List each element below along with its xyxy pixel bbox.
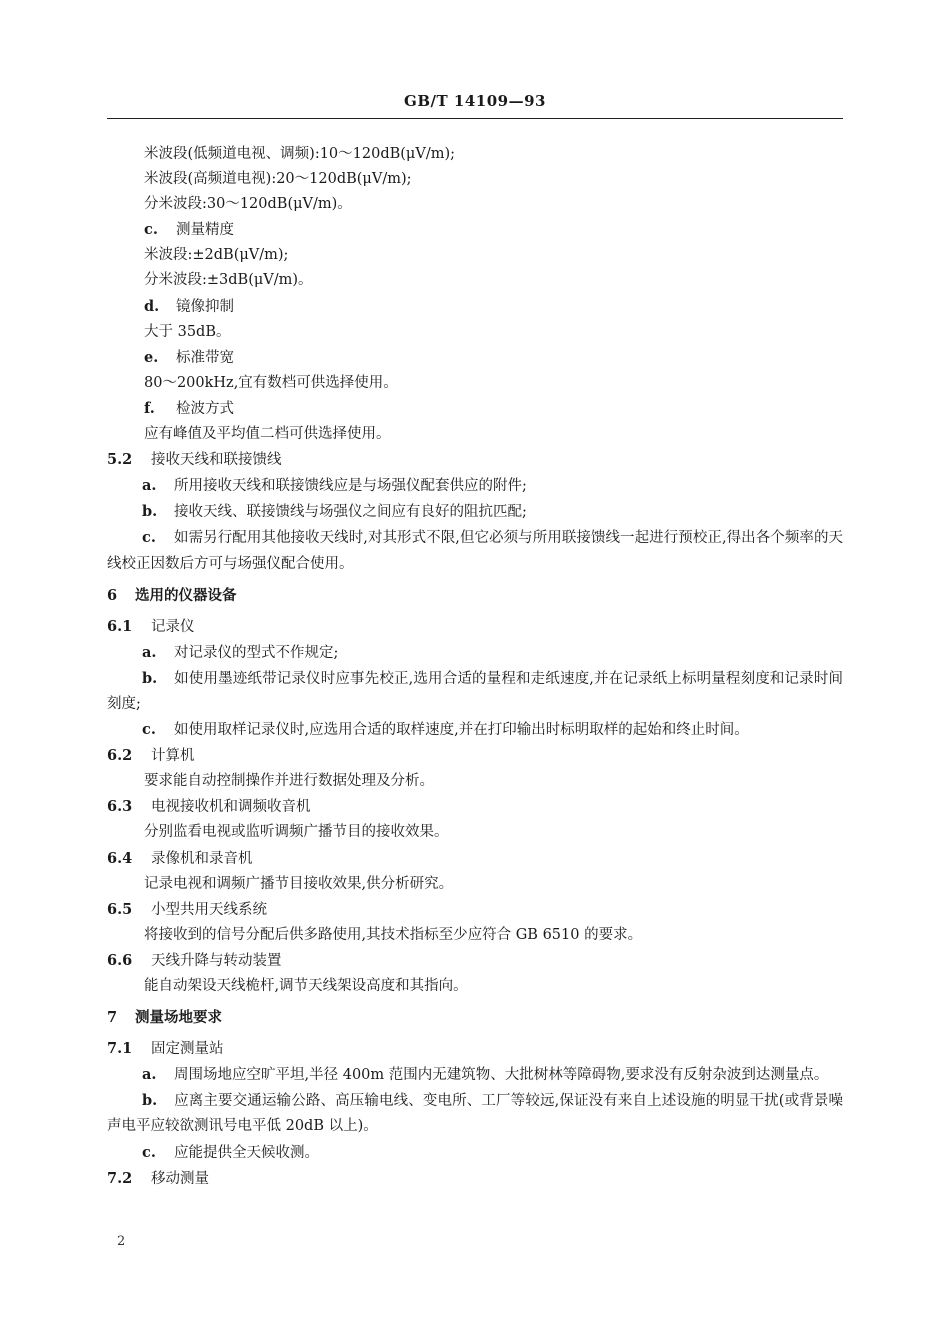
item-label: e. (144, 348, 159, 366)
heading-number: 7.2 (107, 1169, 133, 1187)
body-line: 分米波段:±3dB(μV/m)。 (144, 272, 313, 289)
subsection-heading (107, 614, 843, 640)
body-line: 应有峰值及平均值二档可供选择使用。 (144, 426, 391, 443)
list-paragraph (107, 473, 843, 499)
subsection-heading (107, 897, 843, 923)
subsection-heading (107, 846, 843, 872)
header-rule (107, 118, 843, 119)
heading-number: 6.5 (107, 900, 133, 918)
body-line: 米波段(低频道电视、调频):10～120dB(μV/m); (144, 146, 455, 162)
list-paragraph (107, 717, 843, 743)
item-text: 应能提供全天候收测。 (174, 1144, 319, 1161)
list-paragraph (107, 1140, 843, 1166)
heading-number: 5.2 (107, 451, 133, 469)
body-line: 要求能自动控制操作并进行数据处理及分析。 (144, 773, 434, 790)
page-header: GB/T 14109—93 (404, 92, 546, 110)
body-line: 将接收到的信号分配后供多路使用,其技术指标至少应符合 GB 6510 的要求。 (144, 926, 643, 943)
item-label: c. (144, 221, 158, 239)
item-text: 测量精度 (176, 222, 234, 239)
subsection-heading (107, 794, 843, 820)
item-text: 所用接收天线和联接馈线应是与场强仪配套供应的附件; (174, 478, 527, 495)
heading-number: 6.6 (107, 951, 133, 969)
heading-text: 固定测量站 (151, 1041, 224, 1058)
item-text: 如使用墨迹纸带记录仪时应事先校正,选用合适的量程和走纸速度,并在记录纸上标明量程刻度和记录时间刻度; (107, 670, 843, 712)
item-label: c. (142, 721, 156, 739)
item-label: d. (144, 297, 160, 315)
list-item-heading (107, 345, 843, 371)
item-text: 检波方式 (176, 400, 234, 417)
body-line: 记录电视和调频广播节目接收效果,供分析研究。 (144, 875, 454, 892)
heading-text: 选用的仪器设备 (135, 586, 237, 604)
list-item-heading (107, 396, 843, 422)
heading-number: 6.4 (107, 849, 133, 867)
item-label: c. (142, 529, 156, 547)
item-text: 对记录仪的型式不作规定; (174, 644, 339, 661)
item-text: 如需另行配用其他接收天线时,对其形式不限,但它必须与所用联接馈线一起进行预校正,得出各个频率的天线校正因数后方可与场强仪配合使用。 (107, 530, 843, 572)
heading-text: 测量场地要求 (135, 1009, 222, 1027)
list-paragraph (107, 499, 843, 525)
list-paragraph (107, 640, 843, 666)
list-item-heading (107, 217, 843, 243)
item-text: 标准带宽 (176, 349, 234, 366)
item-label: f. (144, 399, 155, 417)
item-label: b. (142, 503, 158, 521)
subsection-heading (107, 447, 843, 473)
body-line: 大于 35dB。 (144, 323, 231, 340)
heading-number: 7.1 (107, 1040, 133, 1058)
section-heading (107, 583, 843, 608)
list-paragraph (107, 1062, 843, 1088)
body-line: 分米波段:30～120dB(μV/m)。 (144, 196, 352, 213)
item-text: 镜像抑制 (176, 298, 234, 315)
subsection-heading (107, 743, 843, 769)
heading-text: 记录仪 (151, 618, 195, 635)
item-label: b. (142, 669, 158, 687)
heading-text: 计算机 (151, 748, 195, 765)
heading-text: 录像机和录音机 (151, 850, 253, 867)
heading-number: 6.1 (107, 617, 133, 635)
heading-number: 6 (107, 586, 118, 604)
document-body (107, 142, 843, 1192)
item-text: 周围场地应空旷平坦,半径 400m 范围内无建筑物、大批树林等障碍物,要求没有反射杂波到达测量点。 (174, 1067, 829, 1084)
heading-text: 电视接收机和调频收音机 (151, 799, 311, 816)
body-line: 分别监看电视或监听调频广播节目的接收效果。 (144, 824, 449, 841)
heading-number: 6.2 (107, 747, 133, 765)
heading-text: 移动测量 (151, 1170, 209, 1187)
item-text: 应离主要交通运输公路、高压输电线、变电所、工厂等较远,保证没有来自上述设施的明显干扰(或背景噪声电平应较欲测讯号电平低 20dB 以上)。 (107, 1093, 843, 1135)
list-item-heading (107, 294, 843, 320)
item-label: a. (142, 477, 157, 495)
subsection-heading (107, 948, 843, 974)
heading-text: 接收天线和联接馈线 (151, 452, 282, 469)
list-paragraph (107, 666, 843, 717)
item-label: b. (142, 1092, 158, 1110)
body-line: 80～200kHz,宜有数档可供选择使用。 (144, 374, 398, 391)
heading-text: 天线升降与转动装置 (151, 952, 282, 969)
heading-number: 7 (107, 1009, 118, 1027)
body-line: 米波段(高频道电视):20～120dB(μV/m); (144, 171, 412, 188)
heading-number: 6.3 (107, 798, 133, 816)
subsection-heading (107, 1036, 843, 1062)
item-text: 接收天线、联接馈线与场强仪之间应有良好的阻抗匹配; (174, 504, 527, 521)
list-paragraph (107, 1088, 843, 1139)
page-number: 2 (117, 1234, 126, 1249)
heading-text: 小型共用天线系统 (151, 901, 267, 918)
item-label: a. (142, 643, 157, 661)
list-paragraph (107, 525, 843, 576)
item-label: c. (142, 1143, 156, 1161)
subsection-heading (107, 1166, 843, 1192)
section-heading (107, 1005, 843, 1030)
body-line: 米波段:±2dB(μV/m); (144, 247, 289, 264)
body-line: 能自动架设天线桅杆,调节天线架设高度和其指向。 (144, 978, 468, 994)
item-text: 如使用取样记录仪时,应选用合适的取样速度,并在打印输出时标明取样的起始和终止时间。 (174, 722, 749, 739)
item-label: a. (142, 1066, 157, 1084)
